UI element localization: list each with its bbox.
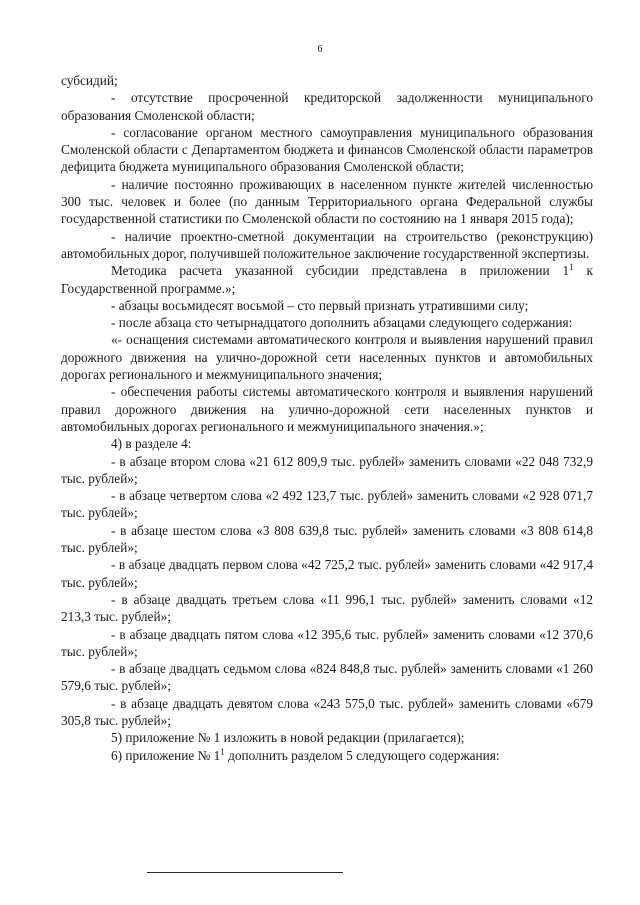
paragraph: - в абзаце двадцать третьем слова «11 996,1 тыс. рублей» заменить словами «12 213,3 тыс. рублей»;: [61, 591, 593, 625]
paragraph: - в абзаце втором слова «21 612 809,9 тыс. рублей» заменить словами «22 048 732,9 тыс. рублей»;: [61, 453, 593, 486]
paragraph: - наличие проектно-сметной документации на строительство (реконструкцию) автомобильных дорог, получившей положительное заключение государственной экспертизы.: [61, 228, 593, 261]
superscript: 1: [569, 262, 574, 273]
paragraph: - абзацы восьмидесят восьмой – сто первый признать утратившими силу;: [111, 297, 529, 313]
paragraph: 4) в разделе 4:: [111, 436, 192, 452]
footer-divider: [147, 872, 343, 873]
paragraph-text: Методика расчета указанной субсидии представлена в приложении 1: [111, 263, 570, 279]
paragraph-tail: дополнить разделом 5 следующего содержания:: [224, 747, 500, 763]
paragraph: - в абзаце четвертом слова «2 492 123,7 тыс. рублей» заменить словами «2 928 071,7 тыс. рублей»;: [61, 488, 593, 521]
paragraph-tail: к Государственной программе.»;: [61, 263, 593, 296]
paragraph: - отсутствие просроченной кредиторской задолженности муниципального образования Смоленской области;: [61, 90, 593, 123]
paragraph: - в абзаце двадцать седьмом слова «824 848,8 тыс. рублей» заменить словами «1 260 579,6 тыс. рублей»;: [61, 661, 593, 694]
paragraph: - в абзаце двадцать пятом слова «12 395,6 тыс. рублей» заменить словами «12 370,6 тыс. рублей»;: [61, 626, 593, 659]
document-body: [61, 72, 593, 764]
paragraph: - согласование органом местного самоуправления муниципального образования Смоленской области с Департаментом бюджета и финансов Смоленской области параметров дефицита бюджета муниципального образования Смоленской области;: [61, 124, 593, 175]
paragraph: - в абзаце двадцать девятом слова «243 575,0 тыс. рублей» заменить словами «679 305,8 тыс. рублей»;: [61, 695, 593, 728]
paragraph: - наличие постоянно проживающих в населенном пункте жителей численностью 300 тыс. человек и более (по данным Территориального органа Федеральной службы государственной статистики по Смоленской области по состоянию на 1 января 2015 года);: [61, 176, 593, 227]
paragraph: [61, 747, 593, 764]
paragraph: [61, 262, 593, 297]
paragraph: 5) приложение № 1 изложить в новой редакции (прилагается);: [111, 730, 465, 746]
paragraph: - в абзаце двадцать первом слова «42 725,2 тыс. рублей» заменить словами «42 917,4 тыс. рублей»;: [61, 557, 593, 590]
paragraph-text: 6) приложение № 1: [111, 747, 221, 763]
paragraph: - в абзаце шестом слова «3 808 639,8 тыс. рублей» заменить словами «3 808 614,8 тыс. рублей»;: [61, 522, 593, 556]
paragraph: - обеспечения работы системы автоматического контроля и выявления нарушений правил дорожного движения на улично-дорожной сети населенных пунктов и автомобильных дорогах регионального и межмуниципального значения.»;: [61, 384, 593, 434]
superscript: 1: [220, 746, 225, 757]
page-number: 6: [317, 44, 323, 55]
paragraph: «- оснащения системами автоматического контроля и выявления нарушений правил дорожного движения на улично-дорожной сети населенных пунктов и автомобильных дорогах регионального и межмуниципального значения;: [61, 332, 593, 383]
paragraph: субсидий;: [61, 73, 118, 88]
paragraph: - после абзаца сто четырнадцатого дополнить абзацами следующего содержания:: [111, 315, 573, 331]
